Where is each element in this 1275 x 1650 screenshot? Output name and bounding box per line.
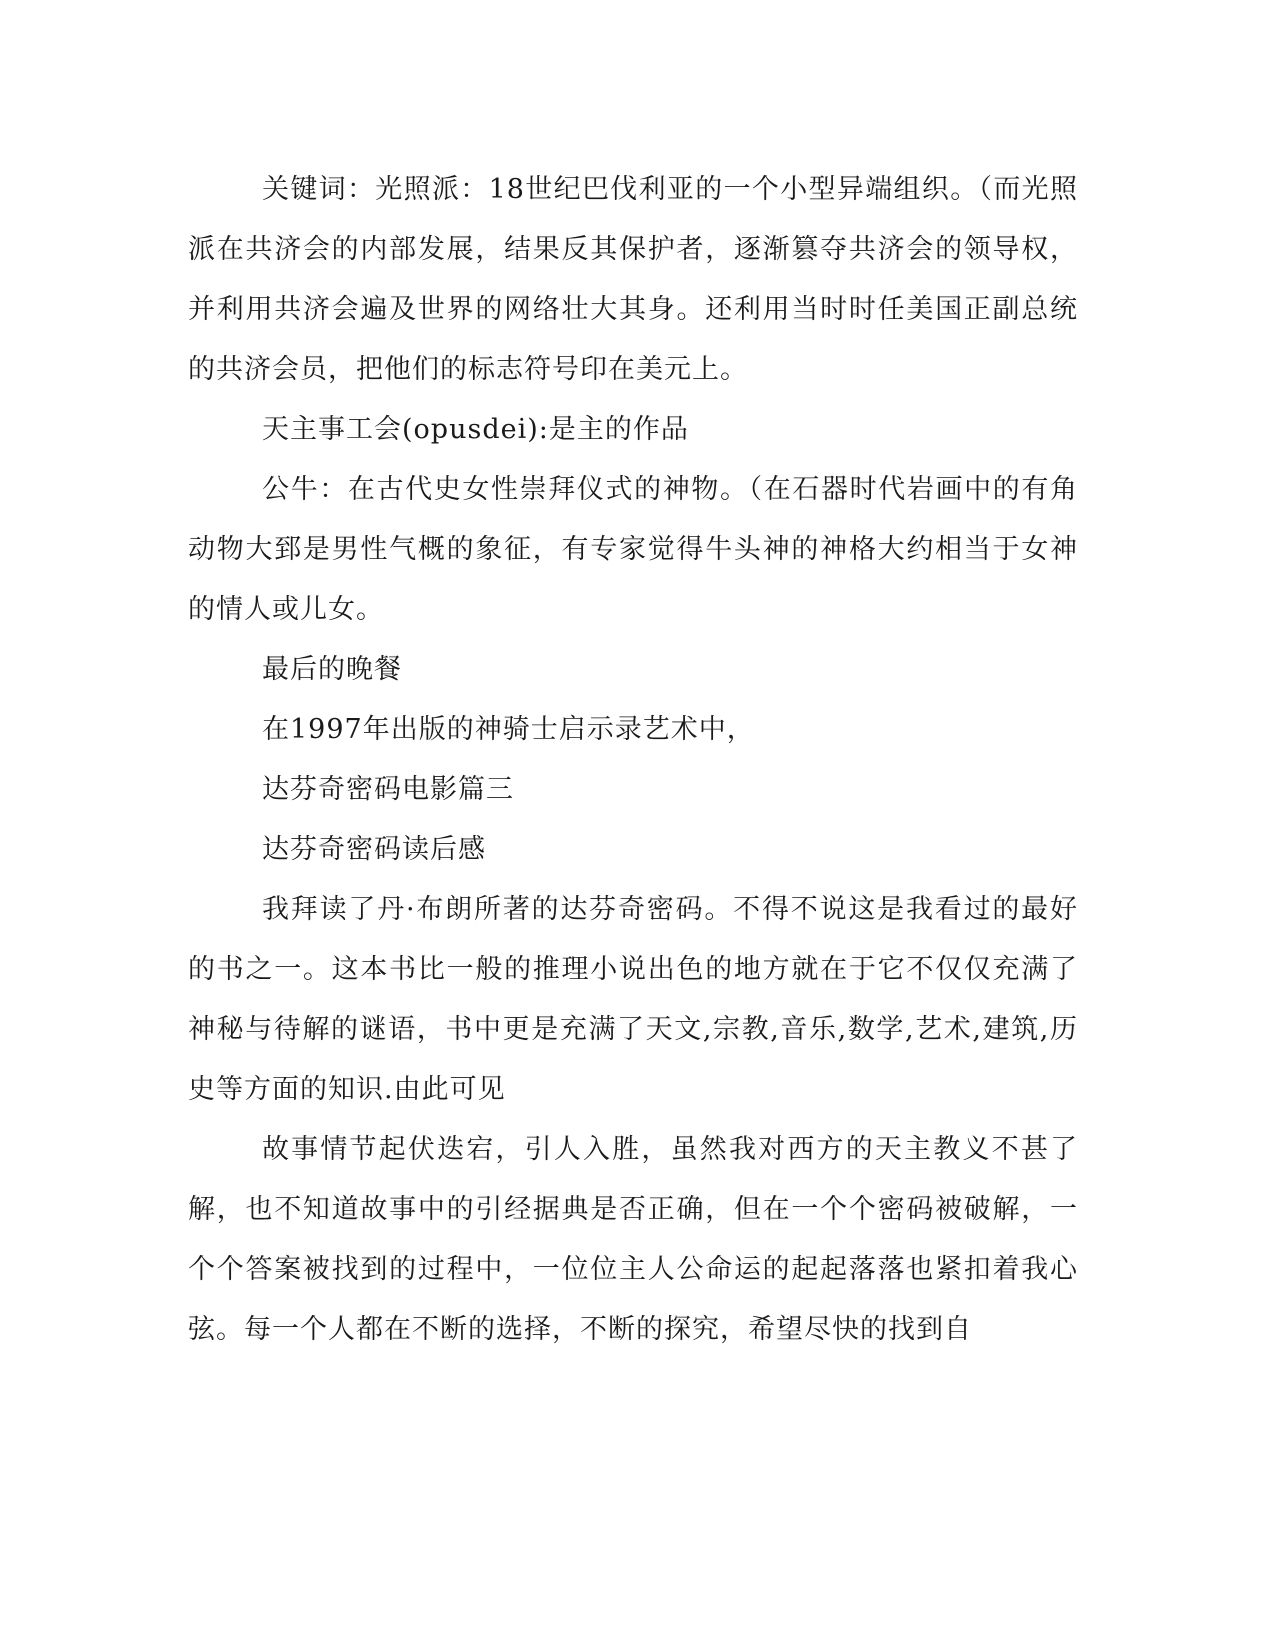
paragraph-1997-book: 在1997年出版的神骑士启示录艺术中， <box>262 714 755 745</box>
paragraph-review-intro: 我拜读了丹·布朗所著的达芬奇密码。不得不说这是我看过的最好的书之一。这本书比一般的推理小说出色的地方就在于它不仅仅充满了神秘与待解的谜语，书中更是充满了天文,宗教,音乐,数学,艺术,建筑,历史等方面的知识.由此可见 <box>188 894 1078 1105</box>
section-heading-movie-part-three: 达芬奇密码电影篇三 <box>262 774 514 805</box>
document-body <box>188 160 1078 1360</box>
paragraph-last-supper: 最后的晚餐 <box>262 654 402 685</box>
section-heading-review: 达芬奇密码读后感 <box>262 834 486 865</box>
paragraph-bull: 公牛：在古代史女性崇拜仪式的神物。（在石器时代岩画中的有角动物大郅是男性气概的象征，有专家觉得牛头神的神格大约相当于女神的情人或儿女。 <box>188 474 1078 625</box>
paragraph-review-story: 故事情节起伏迭宕，引人入胜，虽然我对西方的天主教义不甚了解，也不知道故事中的引经据典是否正确，但在一个个密码被破解，一个个答案被找到的过程中，一位位主人公命运的起起落落也紧扣着我心弦。每一个人都在不断的选择，不断的探究，希望尽快的找到自 <box>188 1134 1078 1345</box>
paragraph-opus-dei: 天主事工会(opusdei):是主的作品 <box>262 414 689 445</box>
paragraph-keywords-illuminati: 关键词：光照派：18世纪巴伐利亚的一个小型异端组织。（而光照派在共济会的内部发展，结果反其保护者，逐渐篡夺共济会的领导权，并利用共济会遍及世界的网络壮大其身。还利用当时时任美国正副总统的共济会员，把他们的标志符号印在美元上。 <box>188 174 1078 385</box>
